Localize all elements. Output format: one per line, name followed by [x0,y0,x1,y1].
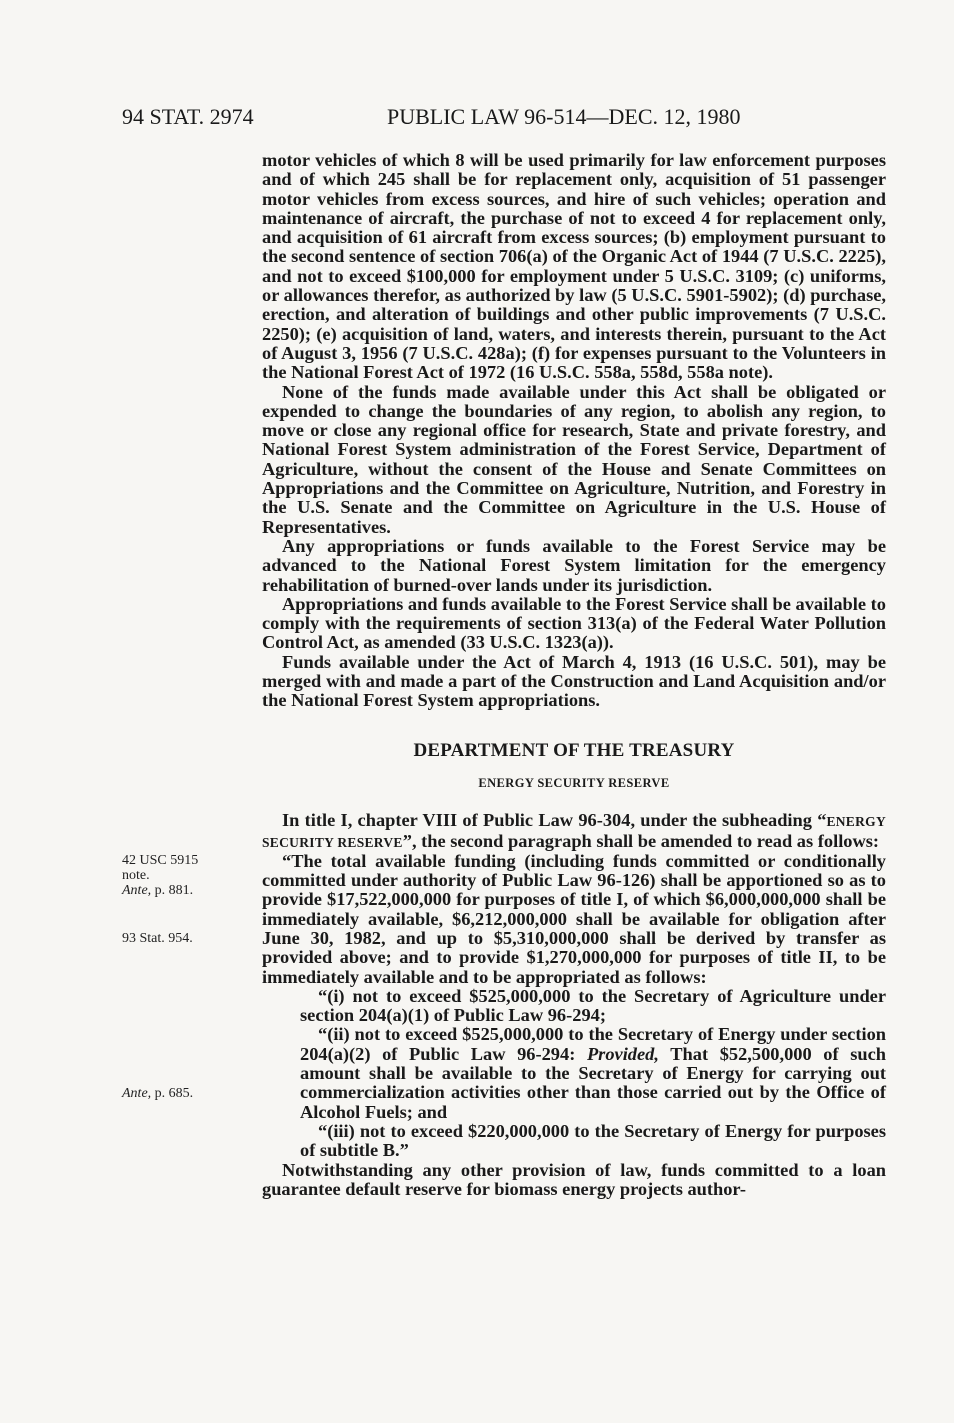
item-i: “(i) not to exceed $525,000,000 to the Secretary of Agriculture under section 204(a)(1) of Public Law 96-294; [300,985,886,1026]
paragraph-amendment [262,811,886,852]
item-ii-start: “(ii) not to exceed $525,000,000 to the Secretary of Energy under section 204(a)(2) of Public Law 96-294: [300,1024,886,1064]
amendment-text-start: In title I, chapter VIII of Public Law 96-304, under the subheading “ [282,810,827,831]
section-subheading: ENERGY SECURITY RESERVE [478,775,670,790]
paragraph-total-funding: “The total available funding (including funds committed or conditionally committed under authority of Public Law 96-126) shall be apportioned so as to provide $17,522,000,000 for purposes of title I, of which $6,000,000,000 shall be immediately available, $6,212,000,000 shall be available for obligation after June 30, 1982, and up to $5,310,000,000 shall be derived by transfer as provided above; and to provide $1,270,000,000 for purposes of title II, to be immediately available and to be appropriated as follows: [262,850,886,987]
department-heading: DEPARTMENT OF THE TREASURY [413,739,735,761]
item-ii-provided: Provided, [586,1043,659,1064]
paragraph-merge-funds: Funds available under the Act of March 4, 1913 (16 U.S.C. 501), may be merged with and made a part of the Construction and Land Acquisition and/or the National Forest System appropriations. [262,651,886,711]
margin-note-usc-line1: 42 USC 5915 [122,853,199,868]
margin-note-ante-881 [122,883,198,898]
item-ii [262,1025,886,1121]
margin-note-ante-label: Ante, [122,883,152,898]
margin-note-93-stat: 93 Stat. 954. [122,931,193,946]
paragraph-advances: Any appropriations or funds available to the Forest Service may be advanced to the National Forest System limitation for the emergency rehabilitation of burned-over lands under its jurisdiction. [262,535,886,595]
margin-note-ante-label-2: Ante, [122,1086,152,1101]
page-header [122,100,772,134]
body-text [262,151,886,1199]
amendment-text-end: ”, the second paragraph shall be amended to read as follows: [402,830,880,851]
margin-note-ante-page: p. 881. [151,883,194,898]
margin-note-usc-line2: note. [122,868,150,883]
paragraph-biomass: Notwithstanding any other provision of law, funds committed to a loan guarantee default reserve for biomass energy projects author- [262,1159,886,1199]
margin-note-ante-685 [122,1086,193,1101]
margin-note-ante-page-2: p. 685. [151,1086,194,1101]
item-ii-end: That $52,500,000 of such amount shall be available to the Secretary of Energy for carrying out commercialization activities other than those carried out by the Office of Alcohol Fuels; and [300,1043,886,1122]
margin-note-usc [122,853,198,898]
item-iii: “(iii) not to exceed $220,000,000 to the Secretary of Energy for purposes of subtitle B.” [300,1120,886,1161]
running-title: PUBLIC LAW 96-514—DEC. 12, 1980 [387,104,741,129]
statute-page-number: 94 STAT. 2974 [122,104,254,129]
paragraph-regions: None of the funds made available under this Act shall be obligated or expended to change the boundaries of any region, to abolish any region, to move or close any regional office for research, State and private forestry, and National Forest System administration of the Forest Service, Department of Agriculture, without the consent of the House and Senate Committees on Appropriations and the Committee on Agriculture, Nutrition, and Forestry in the U.S. Senate and the Committee on Agriculture in the U.S. House of Representatives. [262,381,886,537]
amendment-smallcaps: ENERGY SECURITY RESERVE [262,814,886,850]
paragraph-continuation: motor vehicles of which 8 will be used primarily for law enforcement purposes and of which 245 shall be for replacement only, acquisition of 51 passenger motor vehicles from excess sources, and hire of such vehicles; operation and maintenance of aircraft, the purchase of not to exceed 4 for replacement only, and acquisition of 61 aircraft from excess sources; (b) employment pursuant to the second sentence of section 706(a) of the Organic Act of 1944 (7 U.S.C. 2225), and not to exceed $100,000 for employment under 5 U.S.C. 3109; (c) uniforms, or allowances therefor, as authorized by law (5 U.S.C. 5901-5902); (d) purchase, erection, and alteration of buildings and other public improvements (7 U.S.C. 2250); (e) acquisition of land, waters, and interests therein, pursuant to the Act of August 3, 1956 (7 U.S.C. 428a); (f) for expenses pursuant to the Volunteers in the National Forest Act of 1972 (16 U.S.C. 558a, 558d, 558a note). [262,150,886,383]
paragraph-water-pollution: Appropriations and funds available to the Forest Service shall be available to comply with the requirements of section 313(a) of the Federal Water Pollution Control Act, as amended (33 U.S.C. 1323(a)). [262,593,886,653]
